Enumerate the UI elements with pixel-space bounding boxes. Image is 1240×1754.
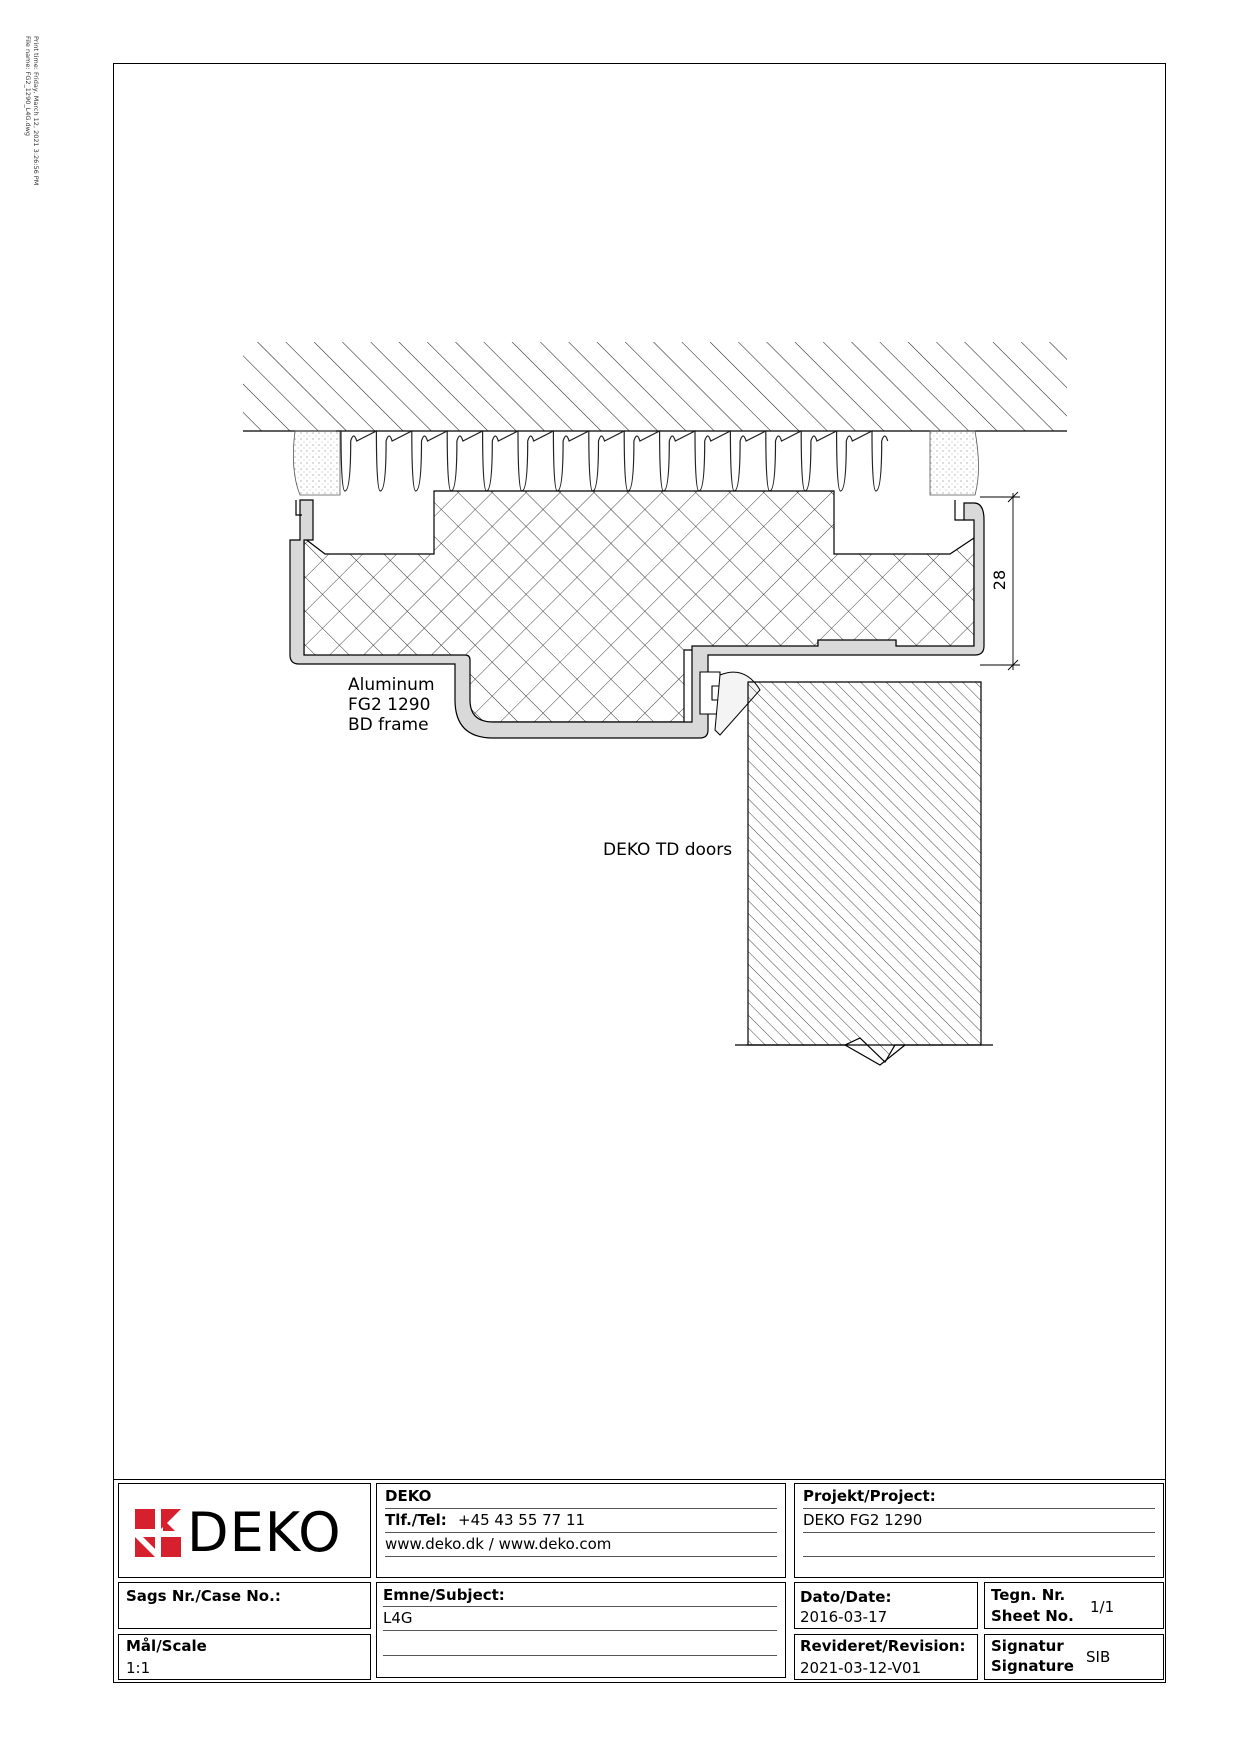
deko-logo-icon (135, 1509, 183, 1557)
subject-value: L4G (383, 1609, 413, 1627)
sheet-value: 1/1 (1090, 1598, 1115, 1616)
date-label: Dato/Date: (800, 1588, 892, 1606)
logo-cell (118, 1483, 371, 1578)
website-link[interactable]: www.deko.dk / www.deko.com (385, 1535, 612, 1553)
date-cell (794, 1582, 978, 1629)
frame-callout-line-2: FG2 1290 (348, 695, 431, 715)
scale-value: 1:1 (126, 1659, 151, 1677)
tel-label: Tlf./Tel: (385, 1511, 447, 1529)
subject-cell (376, 1582, 786, 1678)
company-name: DEKO (385, 1487, 432, 1505)
door-callout: DEKO TD doors (603, 840, 733, 860)
print-time: Print time: Friday, March 12, 2021 3:26:56 PM (32, 36, 40, 186)
title-block-top-line (113, 1479, 1166, 1480)
frame-callout-line-1: Aluminum (348, 675, 435, 695)
scale-label: Mål/Scale (126, 1637, 207, 1655)
project-value: DEKO FG2 1290 (803, 1511, 923, 1529)
sheet-label-1: Tegn. Nr. (991, 1586, 1066, 1604)
dimension-28 (980, 492, 1020, 670)
sheet-cell (984, 1582, 1164, 1629)
signature-cell (984, 1634, 1164, 1680)
frame-callout-line-3: BD frame (348, 715, 429, 735)
signature-label-1: Signatur (991, 1637, 1064, 1655)
frame-callout (348, 675, 435, 735)
revision-cell (794, 1634, 978, 1680)
revision-label: Revideret/Revision: (800, 1637, 966, 1655)
revision-value: 2021-03-12-V01 (800, 1659, 922, 1677)
door-section (735, 682, 993, 1065)
case-cell (118, 1582, 371, 1629)
signature-label-2: Signature (991, 1657, 1074, 1675)
insulation-strip (336, 431, 888, 491)
project-cell (794, 1483, 1164, 1578)
case-label: Sags Nr./Case No.: (126, 1587, 281, 1605)
file-name: File name: FG2_1290_L4G.dwg (24, 36, 32, 137)
company-cell (376, 1483, 786, 1578)
signature-value: SIB (1086, 1648, 1111, 1666)
tel-value: +45 43 55 77 11 (458, 1511, 586, 1529)
wall-section (243, 342, 1067, 431)
scale-cell (118, 1634, 371, 1680)
date-value: 2016-03-17 (800, 1608, 888, 1626)
sealant (293, 431, 978, 495)
sheet-label-2: Sheet No. (991, 1607, 1074, 1625)
logo-wordmark: DEKO (187, 1501, 342, 1564)
project-label: Projekt/Project: (803, 1487, 936, 1505)
subject-label: Emne/Subject: (383, 1586, 505, 1604)
dimension-label: 28 (990, 569, 1009, 591)
